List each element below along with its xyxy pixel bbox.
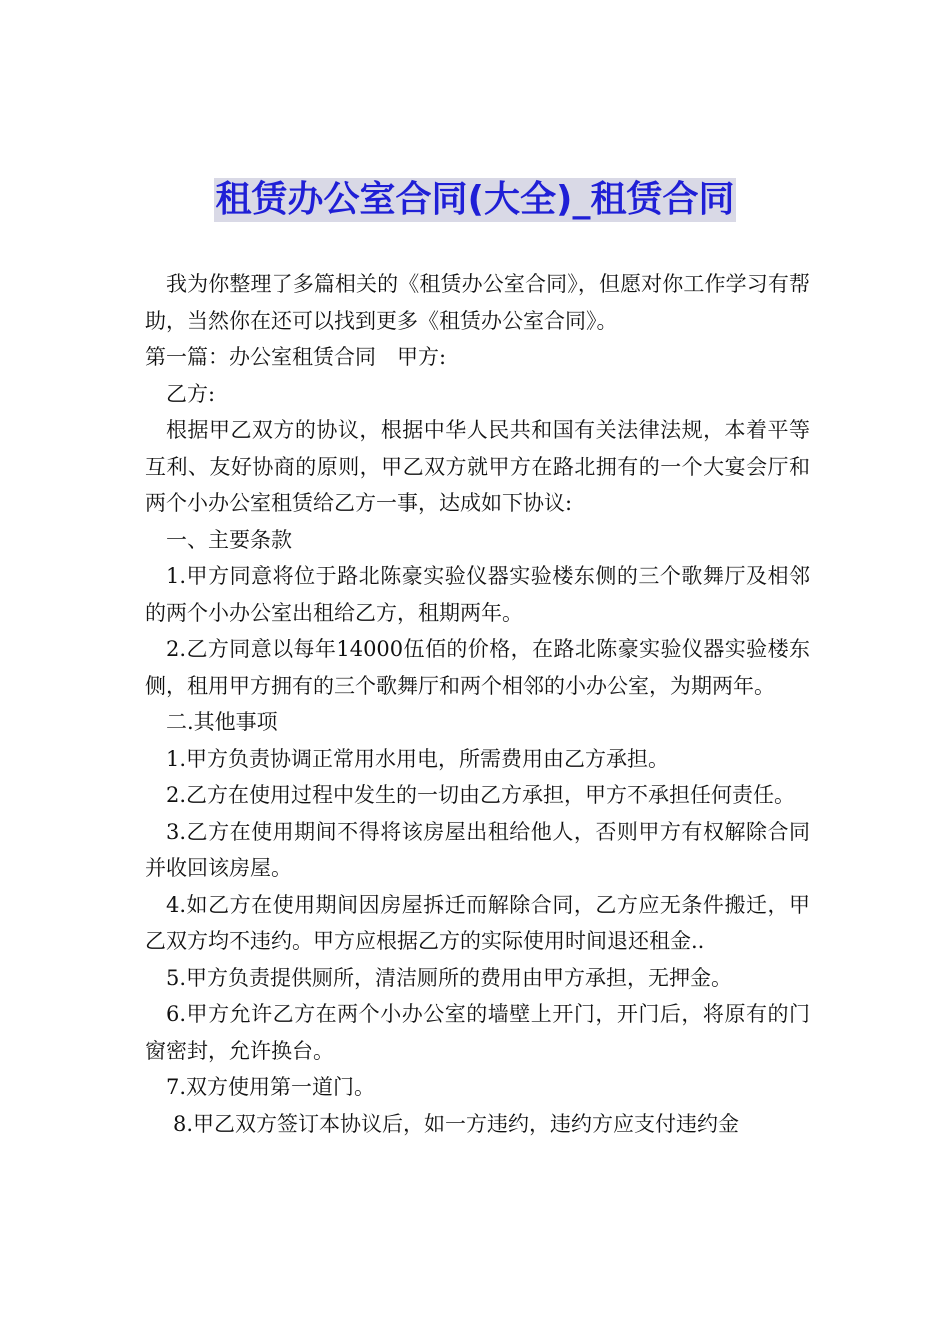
title-container [0,178,950,222]
clause-1-2: 2.乙方同意以每年14000伍佰的价格，在路北陈豪实验仪器实验楼东侧，租用甲方拥有的三个歌舞厅和两个相邻的小办公室，为期两年。 [145,637,810,698]
document-body [145,266,810,1142]
clause-2-2: 2.乙方在使用过程中发生的一切由乙方承担，甲方不承担任何责任。 [166,783,796,807]
section-heading-first-article: 第一篇：办公室租赁合同 甲方: [145,345,447,369]
agreement-preamble: 根据甲乙双方的协议，根据中华人民共和国有关法律法规，本着平等互利、友好协商的原则，甲乙双方就甲方在路北拥有的一个大宴会厅和两个小办公室租赁给乙方一事，达成如下协议: [145,418,810,515]
clause-2-3: 3.乙方在使用期间不得将该房屋出租给他人，否则甲方有权解除合同并收回该房屋。 [145,819,810,880]
clause-2-8: 8.甲乙双方签订本协议后，如一方违约，违约方应支付违约金 [173,1111,740,1136]
party-b-line: 乙方: [166,381,216,406]
clause-1-1: 1.甲方同意将位于路北陈豪实验仪器实验楼东侧的三个歌舞厅及相邻的两个小办公室出租给乙方，租期两年。 [145,564,810,625]
clause-2-5: 5.甲方负责提供厕所，清洁厕所的费用由甲方承担，无押金。 [166,965,733,990]
section-heading-other-matters: 二.其他事项 [166,710,278,734]
section-heading-main-terms: 一、主要条款 [166,527,292,552]
intro-paragraph: 我为你整理了多篇相关的《租赁办公室合同》，但愿对你工作学习有帮助，当然你在还可以找到更多《租赁办公室合同》。 [145,272,810,333]
clause-2-1: 1.甲方负责协调正常用水用电，所需费用由乙方承担。 [166,746,670,771]
clause-2-7: 7.双方使用第一道门。 [166,1075,376,1099]
document-title: 租赁办公室合同(大全)_租赁合同 [215,179,735,220]
clause-2-6: 6.甲方允许乙方在两个小办公室的墙壁上开门，开门后，将原有的门窗密封，允许换台。 [145,1002,810,1063]
clause-2-4: 4.如乙方在使用期间因房屋拆迁而解除合同，乙方应无条件搬迁，甲乙双方均不违约。甲方应根据乙方的实际使用时间退还租金.. [145,892,810,953]
